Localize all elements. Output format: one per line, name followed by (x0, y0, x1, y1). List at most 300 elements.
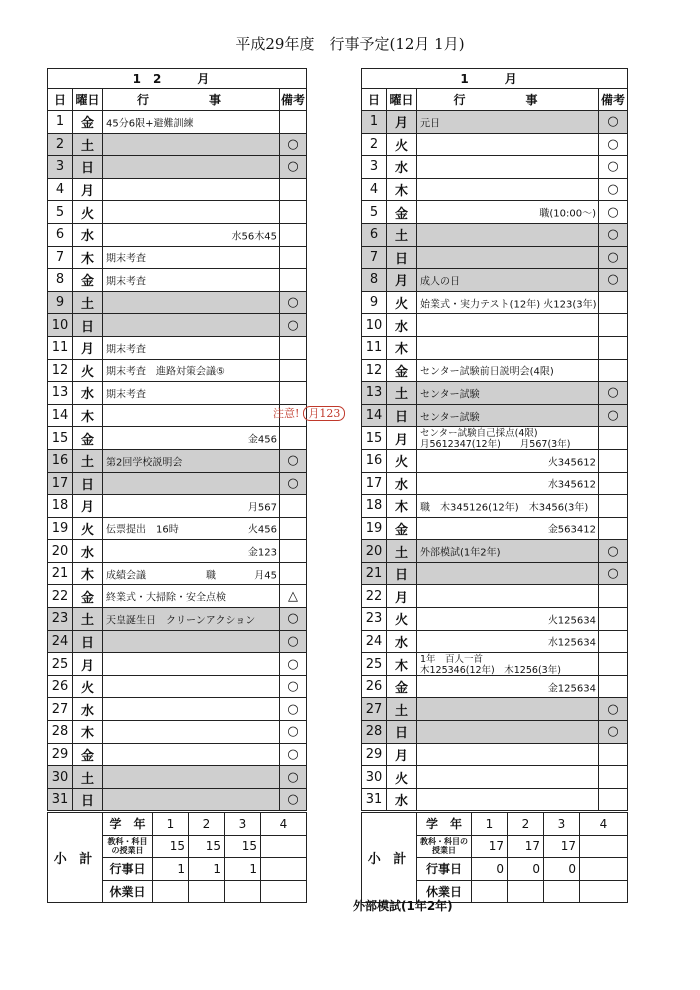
calendar-row (48, 269, 307, 292)
event-cell (103, 178, 280, 201)
calendar-row (48, 562, 307, 585)
day-number: 31 (362, 788, 387, 811)
calendar-row (48, 630, 307, 653)
grade-3: 3 (225, 813, 261, 836)
day-number: 17 (48, 472, 73, 495)
day-number: 13 (362, 382, 387, 405)
event-cell (103, 585, 280, 608)
calendar-row (48, 675, 307, 698)
event-multiline (420, 654, 561, 676)
note-mark (599, 427, 628, 450)
event-text: 終業式・大掃除・安全点検 (106, 592, 226, 604)
event-cell (103, 246, 280, 269)
calendar-row (48, 223, 307, 246)
day-number: 10 (48, 314, 73, 337)
event-cell (103, 111, 280, 134)
note-mark: ○ (599, 156, 628, 179)
event-text: 期末考査 (106, 276, 146, 288)
note-mark: ○ (599, 540, 628, 563)
note-mark: ○ (280, 788, 307, 811)
event-cell (417, 472, 599, 495)
holidays-label: 休業日 (103, 880, 153, 903)
calendar-row (48, 585, 307, 608)
event-days-grade-1: 1 (153, 858, 189, 881)
event-cell (417, 427, 599, 450)
day-number: 5 (362, 201, 387, 224)
weekday: 金 (73, 111, 103, 134)
note-mark (280, 562, 307, 585)
day-number: 31 (48, 788, 73, 811)
calendar-row (362, 766, 628, 789)
day-number: 21 (362, 562, 387, 585)
grade-2: 2 (508, 813, 544, 836)
calendar-row (48, 201, 307, 224)
weekday: 水 (387, 314, 417, 337)
note-mark: ○ (280, 449, 307, 472)
day-number: 13 (48, 382, 73, 405)
day-number: 8 (48, 269, 73, 292)
note-mark: ○ (280, 133, 307, 156)
day-number: 27 (48, 698, 73, 721)
calendar-row (48, 698, 307, 721)
calendar-row (48, 404, 307, 427)
weekday: 日 (73, 472, 103, 495)
day-number: 11 (48, 336, 73, 359)
january-calendar-table (361, 68, 628, 811)
day-number: 14 (362, 404, 387, 427)
weekday: 金 (387, 517, 417, 540)
note-mark: ○ (280, 675, 307, 698)
weekday: 月 (387, 743, 417, 766)
event-cell (103, 698, 280, 721)
note-mark: ○ (599, 269, 628, 292)
note-mark (280, 178, 307, 201)
weekday: 金 (73, 585, 103, 608)
weekday: 木 (73, 404, 103, 427)
event-days-label: 行事日 (417, 858, 472, 881)
day-number: 15 (48, 427, 73, 450)
note-mark: ○ (599, 404, 628, 427)
calendar-row (362, 359, 628, 382)
calendar-row (48, 156, 307, 179)
calendar-row (362, 472, 628, 495)
weekday: 金 (387, 359, 417, 382)
weekday: 月 (387, 427, 417, 450)
event-cell (103, 291, 280, 314)
day-number: 6 (48, 223, 73, 246)
holidays-grade-3 (544, 880, 580, 903)
day-number: 28 (48, 721, 73, 744)
class-days-grade-2: 17 (508, 835, 544, 858)
event-cell (103, 788, 280, 811)
event-text: センター試験 (420, 389, 480, 401)
month-header: 12 月 (48, 69, 307, 89)
weekday: 土 (387, 223, 417, 246)
event-text: 成人の日 (420, 276, 460, 288)
day-number: 10 (362, 314, 387, 337)
note-mark (280, 427, 307, 450)
note-mark: ○ (599, 178, 628, 201)
note-mark (599, 449, 628, 472)
class-days-label: 教科・科目の授業日 (103, 835, 153, 858)
event-text: 元日 (420, 118, 440, 130)
weekday: 月 (73, 495, 103, 518)
day-number: 20 (48, 540, 73, 563)
grade-1: 1 (472, 813, 508, 836)
grade-1: 1 (153, 813, 189, 836)
month-header: 1 月 (362, 69, 628, 89)
event-cell (103, 223, 280, 246)
calendar-row (48, 517, 307, 540)
event-text: 伝票提出 16時 (106, 524, 179, 536)
event-cell (417, 675, 599, 698)
event-cell (103, 336, 280, 359)
calendar-row (362, 540, 628, 563)
note-mark (599, 291, 628, 314)
calendar-row (362, 269, 628, 292)
note-mark (599, 653, 628, 676)
day-number: 30 (362, 766, 387, 789)
event-cell (103, 721, 280, 744)
holidays-grade-2 (508, 880, 544, 903)
event-cell (103, 562, 280, 585)
footnote: 外部模試(1年2年) (353, 899, 453, 913)
schedule-text: 月45 (254, 570, 277, 582)
calendar-row (48, 608, 307, 631)
weekday: 火 (73, 675, 103, 698)
note-mark: △ (280, 585, 307, 608)
event-days-label: 行事日 (103, 858, 153, 881)
day-number: 25 (48, 653, 73, 676)
calendar-row (362, 133, 628, 156)
class-days-grade-3: 17 (544, 835, 580, 858)
event-cell (103, 382, 280, 405)
day-number: 29 (48, 743, 73, 766)
subtotal-label: 小 計 (362, 813, 417, 903)
calendar-row (362, 585, 628, 608)
event-line-1: センター試験自己採点(4限) (420, 428, 538, 440)
note-mark (599, 336, 628, 359)
grade-2: 2 (189, 813, 225, 836)
calendar-row (48, 359, 307, 382)
day-number: 26 (362, 675, 387, 698)
day-number: 14 (48, 404, 73, 427)
weekday: 日 (387, 721, 417, 744)
event-days-grade-2: 1 (189, 858, 225, 881)
handwritten-text: 注意! (273, 406, 300, 420)
calendar-row (362, 111, 628, 134)
weekday: 日 (387, 246, 417, 269)
weekday: 木 (73, 562, 103, 585)
calendar-row (362, 721, 628, 744)
day-number: 25 (362, 653, 387, 676)
event-text: 職 木345126(12年) 木3456(3年) (420, 502, 589, 514)
event-cell (417, 314, 599, 337)
calendar-row (362, 788, 628, 811)
event-cell (417, 653, 599, 676)
calendar-row (48, 427, 307, 450)
event-text: 第2回学校説明会 (106, 457, 183, 469)
event-cell (103, 314, 280, 337)
day-number: 27 (362, 698, 387, 721)
weekday: 土 (387, 698, 417, 721)
day-number: 5 (48, 201, 73, 224)
note-mark (599, 472, 628, 495)
event-cell (417, 721, 599, 744)
day-number: 7 (48, 246, 73, 269)
note-mark: ○ (599, 133, 628, 156)
event-cell (417, 449, 599, 472)
note-mark: ○ (599, 382, 628, 405)
grade-3: 3 (544, 813, 580, 836)
event-cell (417, 788, 599, 811)
weekday: 木 (387, 336, 417, 359)
note-mark (599, 314, 628, 337)
weekday: 日 (73, 314, 103, 337)
note-mark: ○ (280, 630, 307, 653)
day-number: 19 (362, 517, 387, 540)
calendar-row (48, 540, 307, 563)
note-mark: ○ (599, 721, 628, 744)
note-mark: ○ (280, 653, 307, 676)
event-text: 期末考査 進路対策会議⑤ (106, 366, 225, 378)
calendar-row (48, 133, 307, 156)
event-cell (417, 382, 599, 405)
holidays-grade-1 (153, 880, 189, 903)
event-cell (417, 404, 599, 427)
event-line-2: 木125346(12年) 木1256(3年) (420, 665, 561, 677)
day-number: 4 (48, 178, 73, 201)
event-cell (417, 608, 599, 631)
day-number: 12 (48, 359, 73, 382)
note-mark: ○ (280, 721, 307, 744)
note-mark: ○ (599, 223, 628, 246)
weekday: 月 (73, 178, 103, 201)
schedule-text: 水56木45 (231, 231, 277, 243)
schedule-text: 月567 (247, 502, 277, 514)
calendar-row (362, 291, 628, 314)
weekday: 火 (387, 133, 417, 156)
event-cell (417, 201, 599, 224)
event-cell (103, 472, 280, 495)
day-number: 18 (48, 495, 73, 518)
weekday: 火 (387, 608, 417, 631)
day-number: 2 (48, 133, 73, 156)
event-days-grade-4 (261, 858, 307, 881)
day-number: 28 (362, 721, 387, 744)
day-number: 1 (362, 111, 387, 134)
event-cell (417, 630, 599, 653)
event-text: 成績会議 職 (106, 570, 216, 582)
note-mark (280, 223, 307, 246)
day-number: 22 (362, 585, 387, 608)
weekday: 木 (387, 653, 417, 676)
calendar-row (362, 743, 628, 766)
note-mark: ○ (599, 698, 628, 721)
handwritten-boxed-text: 月123 (303, 406, 345, 421)
schedule-text: 金123 (247, 547, 277, 559)
schedule-text: 水345612 (547, 479, 596, 491)
weekday: 水 (387, 788, 417, 811)
calendar-row (362, 675, 628, 698)
calendar-row (362, 495, 628, 518)
calendar-row (48, 788, 307, 811)
day-header: 日 (362, 89, 387, 111)
event-cell (103, 404, 341, 427)
calendar-row (48, 246, 307, 269)
event-cell (417, 495, 599, 518)
note-mark (280, 382, 307, 405)
event-cell (103, 269, 280, 292)
calendar-row (362, 156, 628, 179)
event-days-grade-4 (580, 858, 628, 881)
holidays-grade-4 (580, 880, 628, 903)
schedule-text: 水125634 (547, 637, 596, 649)
note-mark (599, 608, 628, 631)
weekday: 土 (387, 540, 417, 563)
event-cell (103, 201, 280, 224)
note-mark: ○ (280, 698, 307, 721)
note-mark: ○ (280, 608, 307, 631)
calendar-row (362, 653, 628, 676)
class-days-grade-1: 17 (472, 835, 508, 858)
december-calendar-table (47, 68, 341, 811)
day-number: 17 (362, 472, 387, 495)
note-mark (280, 336, 307, 359)
weekday: 金 (387, 201, 417, 224)
holidays-label: 休業日 (417, 880, 472, 903)
weekday: 月 (387, 269, 417, 292)
calendar-row (362, 246, 628, 269)
day-number: 15 (362, 427, 387, 450)
event-text: 期末考査 (106, 389, 146, 401)
weekday: 日 (73, 630, 103, 653)
note-mark: ○ (280, 472, 307, 495)
note-mark: ○ (280, 743, 307, 766)
event-cell (417, 291, 599, 314)
day-number: 23 (362, 608, 387, 631)
calendar-row (362, 517, 628, 540)
calendar-row (362, 630, 628, 653)
note-mark: ○ (280, 291, 307, 314)
event-text: 始業式・実力テスト(12年) 火123(3年) (420, 299, 597, 311)
event-cell (417, 111, 599, 134)
note-mark: ○ (280, 156, 307, 179)
weekday: 土 (73, 449, 103, 472)
note-mark (599, 517, 628, 540)
day-number: 3 (362, 156, 387, 179)
event-cell (103, 133, 280, 156)
day-header: 日 (48, 89, 73, 111)
event-cell (103, 653, 280, 676)
calendar-row (362, 382, 628, 405)
weekday: 水 (73, 540, 103, 563)
calendar-row (48, 382, 307, 405)
calendar-row (48, 472, 307, 495)
weekday-header: 曜日 (387, 89, 417, 111)
note-mark (280, 269, 307, 292)
weekday: 金 (387, 675, 417, 698)
december-subtotal-table (47, 812, 307, 903)
calendar-row (362, 314, 628, 337)
event-text: 期末考査 (106, 344, 146, 356)
weekday: 水 (73, 382, 103, 405)
weekday: 水 (387, 630, 417, 653)
calendar-row (48, 653, 307, 676)
note-mark (280, 540, 307, 563)
day-number: 22 (48, 585, 73, 608)
weekday: 火 (73, 359, 103, 382)
weekday: 火 (387, 766, 417, 789)
weekday: 日 (73, 156, 103, 179)
event-cell (103, 495, 280, 518)
day-number: 9 (362, 291, 387, 314)
event-cell (417, 766, 599, 789)
weekday: 木 (73, 246, 103, 269)
day-number: 3 (48, 156, 73, 179)
calendar-row (48, 111, 307, 134)
calendar-row (362, 223, 628, 246)
day-number: 8 (362, 269, 387, 292)
january-subtotal-table (361, 812, 628, 903)
event-cell (417, 585, 599, 608)
holidays-grade-4 (261, 880, 307, 903)
schedule-text: 火125634 (547, 615, 596, 627)
calendar-row (48, 314, 307, 337)
day-number: 1 (48, 111, 73, 134)
calendar-row (362, 608, 628, 631)
grade-header: 学 年 (103, 813, 153, 836)
weekday: 火 (73, 201, 103, 224)
note-header: 備考 (599, 89, 628, 111)
schedule-text: 火345612 (547, 457, 596, 469)
weekday: 水 (387, 156, 417, 179)
weekday: 金 (73, 269, 103, 292)
weekday: 土 (73, 766, 103, 789)
calendar-row (48, 743, 307, 766)
calendar-row (362, 427, 628, 450)
event-cell (103, 630, 280, 653)
event-header: 行 事 (103, 89, 280, 111)
weekday: 月 (387, 585, 417, 608)
note-header: 備考 (280, 89, 307, 111)
day-number: 29 (362, 743, 387, 766)
event-days-grade-1: 0 (472, 858, 508, 881)
event-cell (103, 359, 280, 382)
event-cell (417, 133, 599, 156)
note-mark (599, 675, 628, 698)
event-cell (103, 517, 280, 540)
weekday: 火 (387, 291, 417, 314)
event-cell (103, 743, 280, 766)
event-text: センター試験前日説明会(4限) (420, 366, 554, 378)
note-mark (280, 111, 307, 134)
weekday: 水 (73, 223, 103, 246)
schedule-text: 金456 (247, 434, 277, 446)
class-days-grade-4 (580, 835, 628, 858)
calendar-row (362, 336, 628, 359)
day-number: 30 (48, 766, 73, 789)
event-text: センター試験 (420, 412, 480, 424)
event-cell (417, 336, 599, 359)
note-mark (280, 495, 307, 518)
weekday: 水 (387, 472, 417, 495)
event-cell (103, 608, 280, 631)
calendar-row (362, 562, 628, 585)
note-mark: ○ (280, 766, 307, 789)
day-number: 9 (48, 291, 73, 314)
class-days-grade-4 (261, 835, 307, 858)
